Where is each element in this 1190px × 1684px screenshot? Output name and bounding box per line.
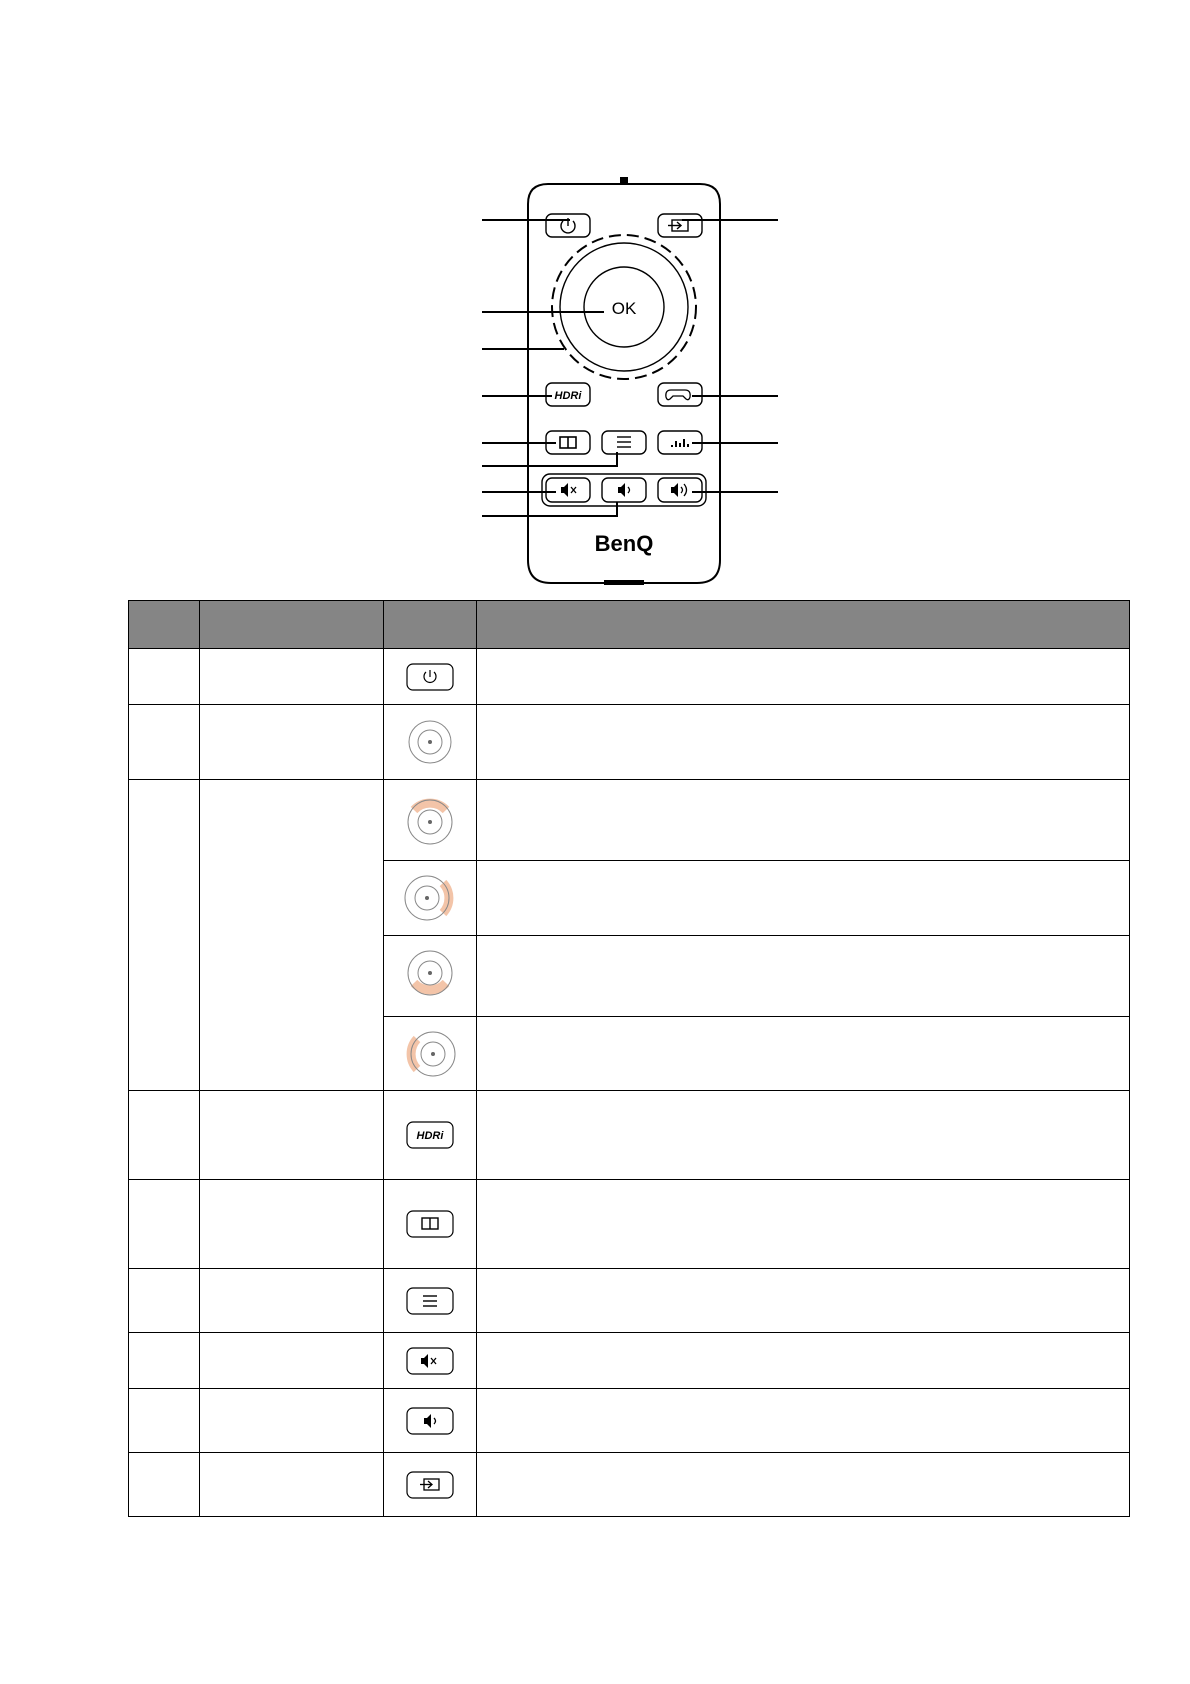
remote-power-button[interactable] [546, 214, 590, 237]
table-row [129, 1453, 1130, 1517]
split-screen-icon [405, 1209, 455, 1239]
dial-down-icon [405, 947, 455, 1005]
header-cell-number [129, 601, 200, 649]
remote-input-button[interactable] [658, 214, 702, 237]
table-header-row [129, 601, 1130, 649]
remote-control-diagram [0, 0, 1190, 600]
table-row [129, 1091, 1130, 1180]
remote-mute-button[interactable] [546, 478, 590, 502]
table-row [129, 1180, 1130, 1269]
power-icon [405, 662, 455, 692]
table-row [129, 1333, 1130, 1389]
dial-right-icon [401, 873, 459, 923]
menu-icon [405, 1286, 455, 1316]
ok-label: OK [611, 299, 637, 318]
hdri-icon: HDRi [554, 390, 582, 402]
brand-logo: BenQ [594, 531, 654, 556]
bottom-cap [604, 580, 644, 585]
table-row [129, 1389, 1130, 1453]
remote-hdri-button[interactable] [546, 383, 590, 406]
ir-window [620, 177, 628, 185]
header-cell-icon [384, 601, 477, 649]
table-row [129, 780, 1130, 861]
table-row [129, 705, 1130, 780]
remote-volume-up-button[interactable] [658, 478, 702, 502]
svg-text:HDRi: HDRi [416, 1130, 444, 1142]
input-icon [405, 1470, 455, 1500]
ok-button-icon [407, 719, 453, 765]
header-cell-description [477, 601, 1130, 649]
remote-menu-button[interactable] [602, 431, 646, 454]
dial-left-icon [401, 1029, 459, 1079]
table-row [129, 1269, 1130, 1333]
table-row [129, 649, 1130, 705]
hdri-icon [405, 1120, 455, 1150]
header-cell-name [200, 601, 384, 649]
volume-down-icon [405, 1406, 455, 1436]
dial-up-icon [405, 792, 455, 848]
remote-volume-down-button[interactable] [602, 478, 646, 502]
remote-game-button[interactable] [658, 383, 702, 406]
button-reference-table [128, 600, 1130, 1517]
mute-icon [405, 1346, 455, 1376]
